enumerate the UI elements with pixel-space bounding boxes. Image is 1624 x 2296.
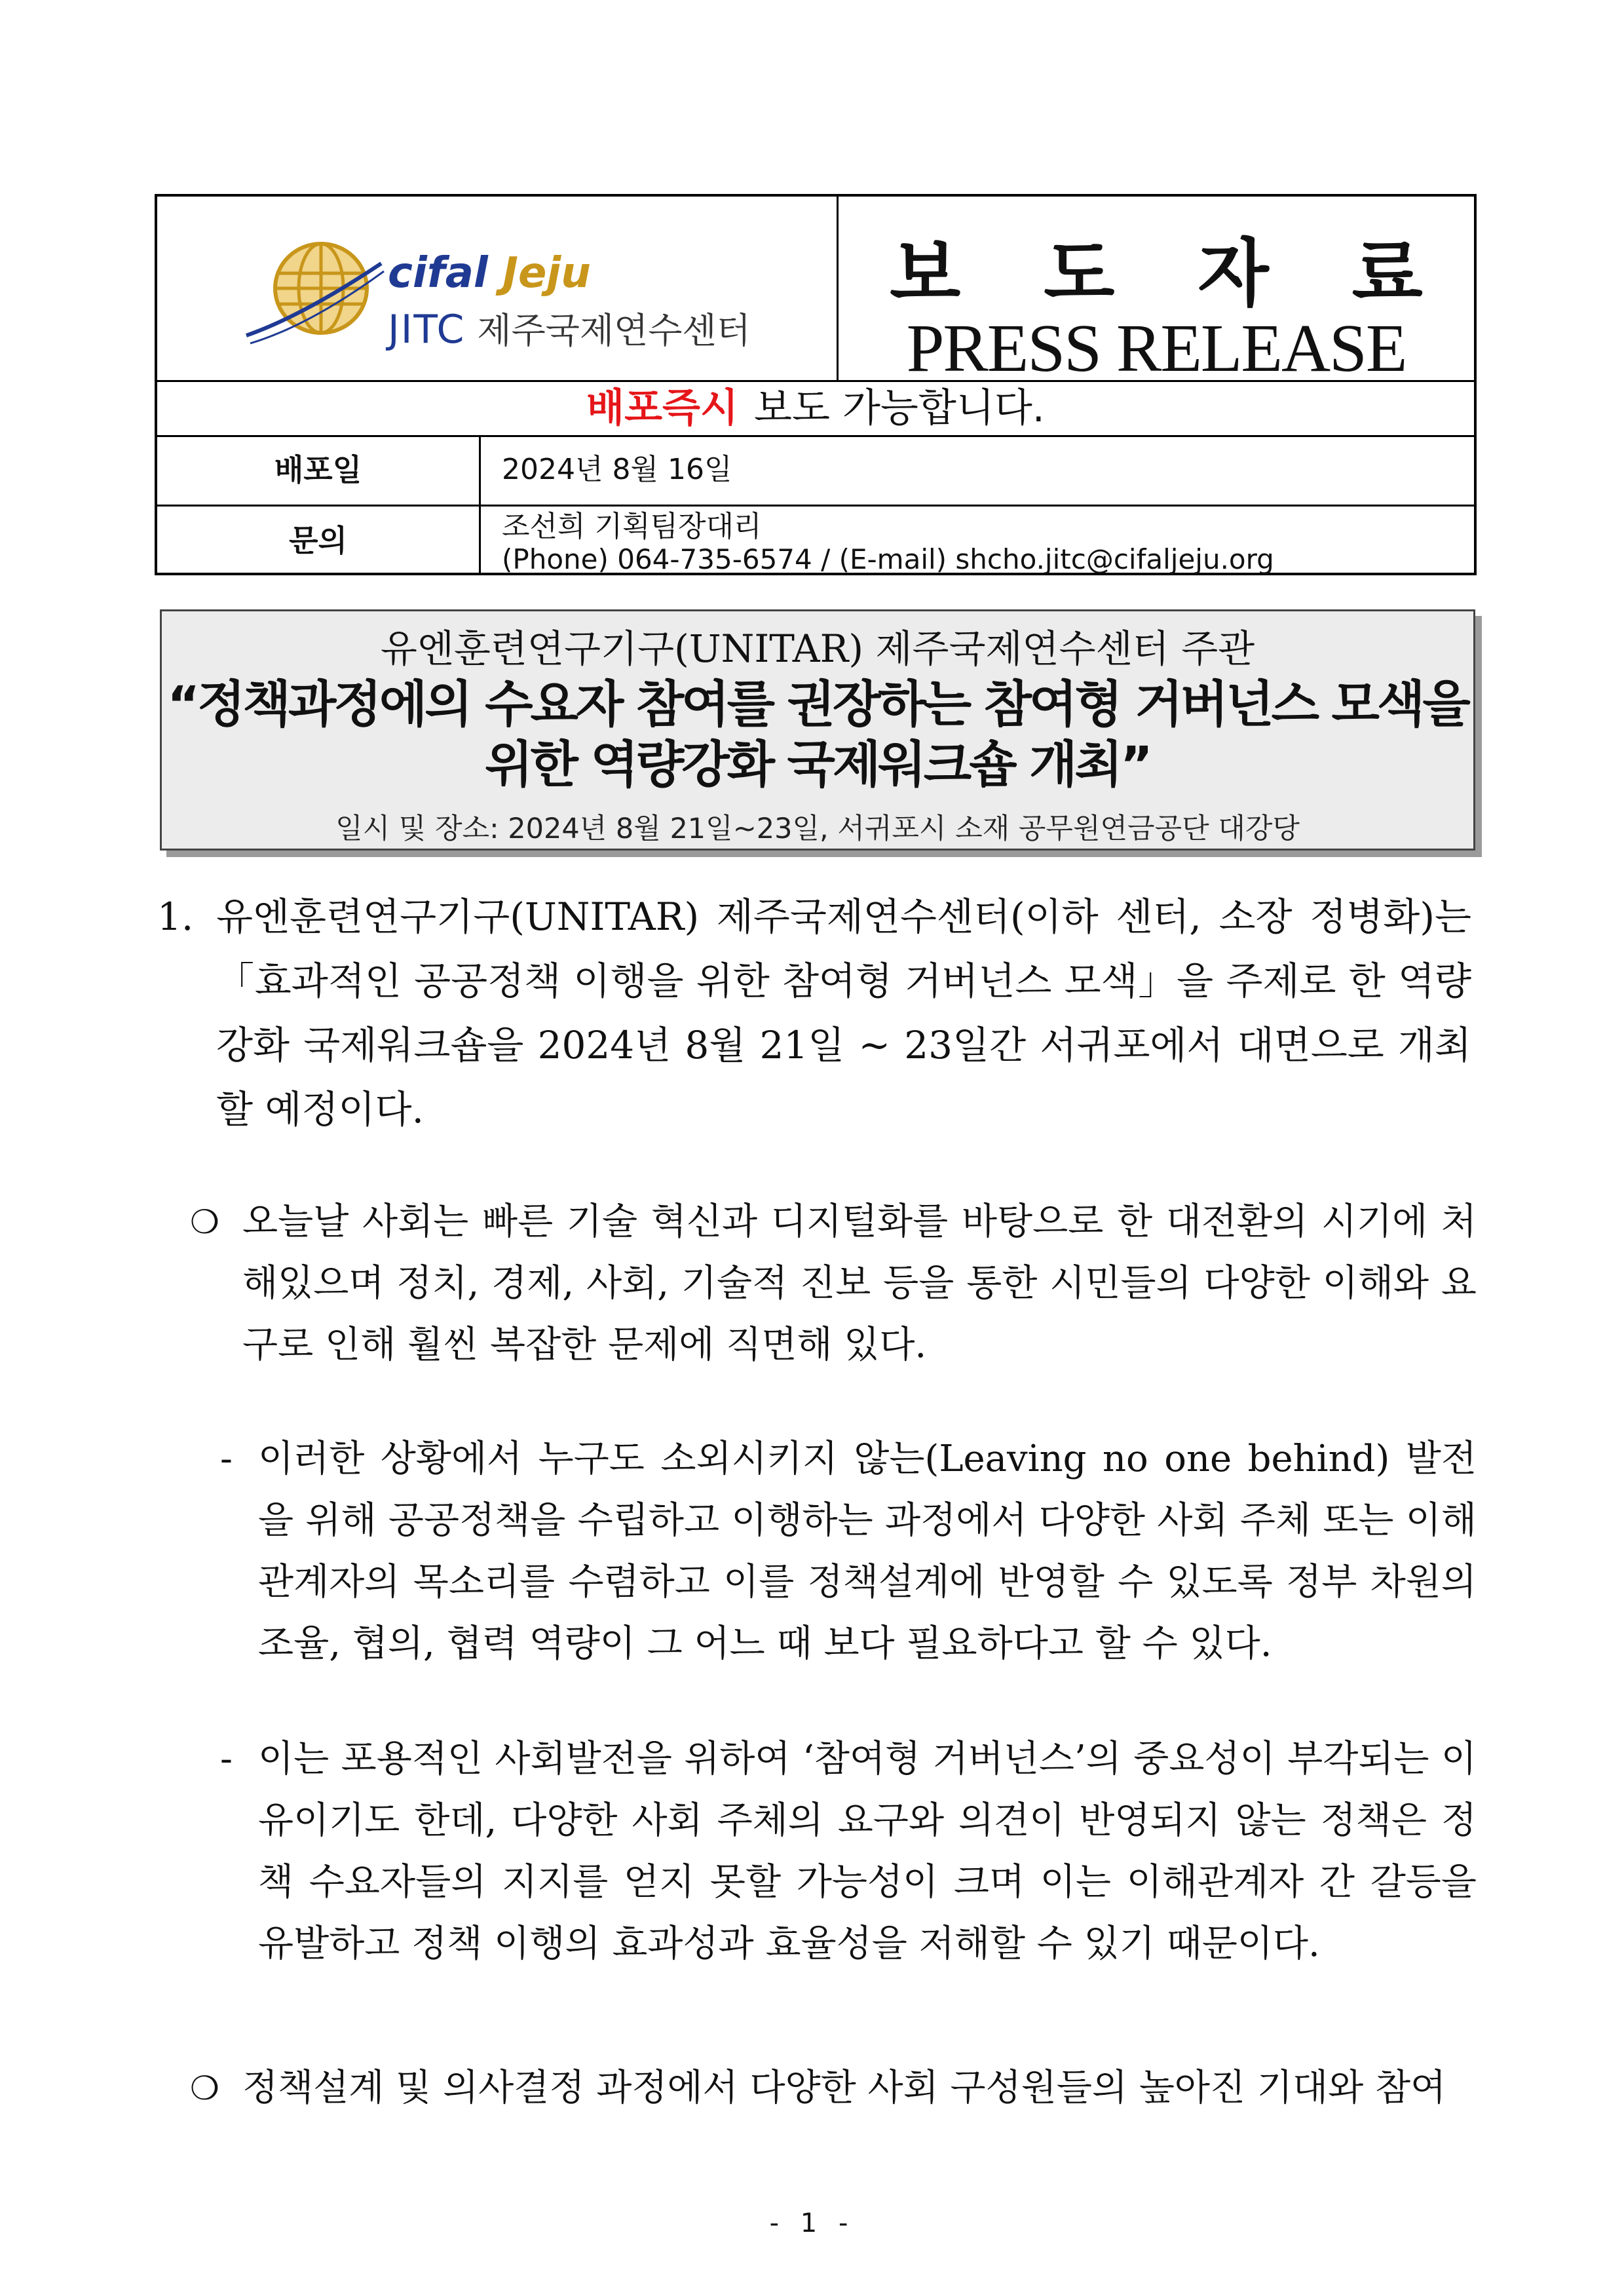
headline-line-2: 위한 역량강화 국제워크숍 개최”	[485, 735, 1150, 794]
release-emphasis: 배포즉시	[586, 385, 738, 431]
section-1-text: 유엔훈련연구기구(UNITAR) 제주국제연수센터(이하 센터, 소장 정병화)는 「효과적인 공공정책 이행을 위한 참여형 거버넌스 모색」을 주제로 한 역량강화 국제워크숍을 2024년 8월 21일 ~ 23일간 서귀포에서 대면으로 개최할 예정이다.	[216, 894, 1471, 1132]
date-value: 2024년 8월 16일	[502, 453, 732, 486]
date-row	[157, 435, 1474, 505]
title-korean: 보 도 자 료	[890, 231, 1452, 316]
bullet-item-1-text: 오늘날 사회는 빠른 기술 혁신과 디지털화를 바탕으로 한 대전환의 시기에 처해있으며 정치, 경제, 사회, 기술적 진보 등을 통한 시민들의 다양한 이해와 요구로 인해 훨씬 복잡한 문제에 직면해 있다.	[242, 1200, 1477, 1366]
section-1-number: 1.	[157, 894, 194, 939]
globe-logo-icon	[244, 237, 388, 349]
release-rest: 보도 가능합니다.	[753, 385, 1045, 431]
contact-row	[157, 505, 1474, 575]
contact-name: 조선희 기획팀장대리	[502, 510, 762, 543]
headline-line-1: “정책과정에의 수요자 참여를 권장하는 참여형 거버넌스 모색을	[167, 675, 1468, 733]
circle-bullet-icon: ❍	[190, 1203, 219, 1241]
contact-label: 문의	[157, 507, 481, 575]
dash-bullet: -	[220, 1438, 233, 1480]
date-label: 배포일	[157, 437, 481, 505]
title-cell	[839, 197, 1474, 386]
logo-cifal-text: cifal Jeju	[388, 249, 591, 297]
title-english: PRESS RELEASE	[906, 311, 1407, 386]
dash-bullet: -	[220, 1738, 233, 1780]
release-row	[157, 380, 1474, 435]
logo-cell	[157, 197, 839, 380]
dash-item-2-text: 이는 포용적인 사회발전을 위하여 ‘참여형 거버넌스’의 중요성이 부각되는 이유이기도 한데, 다양한 사회 주체의 요구와 의견이 반영되지 않는 정책은 정책 수요자들의 지지를 얻지 못할 가능성이 크며 이는 이해관계자 간 갈등을 유발하고 정책 이행의 효과성과 효율성을 저해할 수 있기 때문이다.	[258, 1738, 1477, 1965]
bullet-item-2-text: 정책설계 및 의사결정 과정에서 다양한 사회 구성원들의 높아진 기대와 참여	[242, 2067, 1446, 2109]
date-venue-line: 일시 및 장소: 2024년 8월 21일~23일, 서귀포시 소재 공무원연금공단 대강당	[335, 813, 1300, 845]
organizer-line: 유엔훈련연구기구(UNITAR) 제주국제연수센터 주관	[380, 626, 1255, 671]
header-table	[155, 194, 1477, 575]
headline	[162, 674, 1473, 795]
headline-box	[160, 609, 1475, 851]
circle-bullet-icon: ❍	[190, 2069, 219, 2107]
dash-item-1-text: 이러한 상황에서 누구도 소외시키지 않는(Leaving no one behind) 발전을 위해 공공정책을 수립하고 이행하는 과정에서 다양한 사회 주체 또는 이해관계자의 목소리를 수렴하고 이를 정책설계에 반영할 수 있도록 정부 차원의 조율, 협의, 협력 역량이 그 어느 때 보다 필요하다고 할 수 있다.	[258, 1438, 1477, 1665]
contact-info: (Phone) 064-735-6574 / (E-mail) shcho.jitc@cifaljeju.org	[502, 543, 1274, 575]
logo-jitc-text: JITC 제주국제연수센터	[388, 307, 751, 353]
page-number: - 1 -	[769, 2208, 855, 2238]
